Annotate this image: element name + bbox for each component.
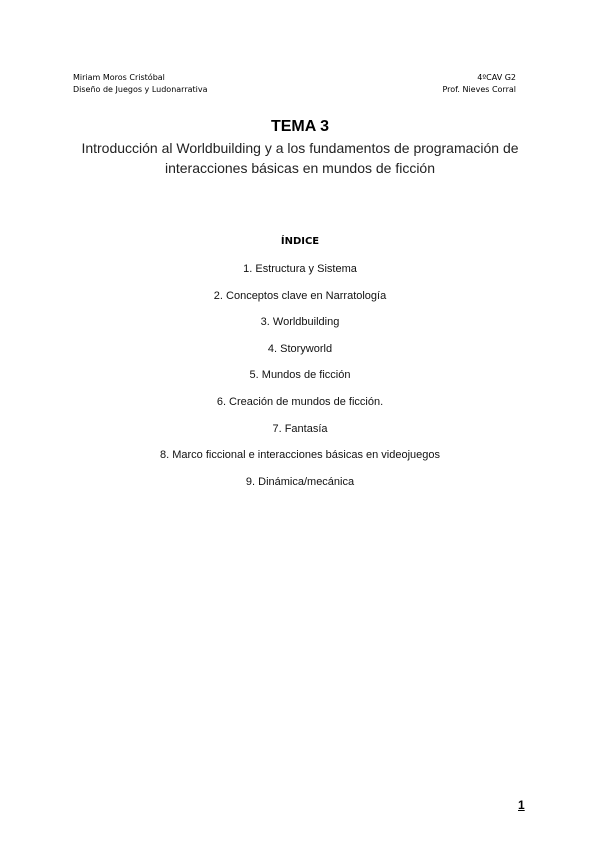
index-item: 6. Creación de mundos de ficción.	[216, 395, 384, 408]
header-right	[442, 72, 516, 96]
professor-name: Prof. Nieves Corral	[442, 85, 516, 94]
author-name: Miriam Moros Cristóbal	[73, 73, 165, 82]
index-item: 9. Dinámica/mecánica	[245, 475, 355, 488]
index-item: 7. Fantasía	[272, 422, 328, 435]
document-title: TEMA 3	[270, 118, 330, 135]
index-item: 3. Worldbuilding	[260, 316, 340, 329]
course-name: Diseño de Juegos y Ludonarrativa	[73, 85, 208, 94]
index-item: 5. Mundos de ficción	[249, 369, 351, 382]
document-subtitle: Introducción al Worldbuilding y a los fundamentos de programación de interacciones básicas en mundos de ficción	[81, 140, 519, 176]
index-heading: ÍNDICE	[280, 236, 320, 247]
index-item: 2. Conceptos clave en Narratología	[213, 289, 387, 302]
group-label: 4ºCAV G2	[477, 73, 516, 82]
index-list	[0, 262, 600, 501]
index-item: 1. Estructura y Sistema	[243, 263, 357, 275]
index-item: 4. Storyworld	[267, 342, 333, 355]
index-item: 8. Marco ficcional e interacciones básicas en videojuegos	[159, 449, 441, 462]
header-left	[73, 72, 208, 96]
page-number: 1	[518, 798, 525, 812]
